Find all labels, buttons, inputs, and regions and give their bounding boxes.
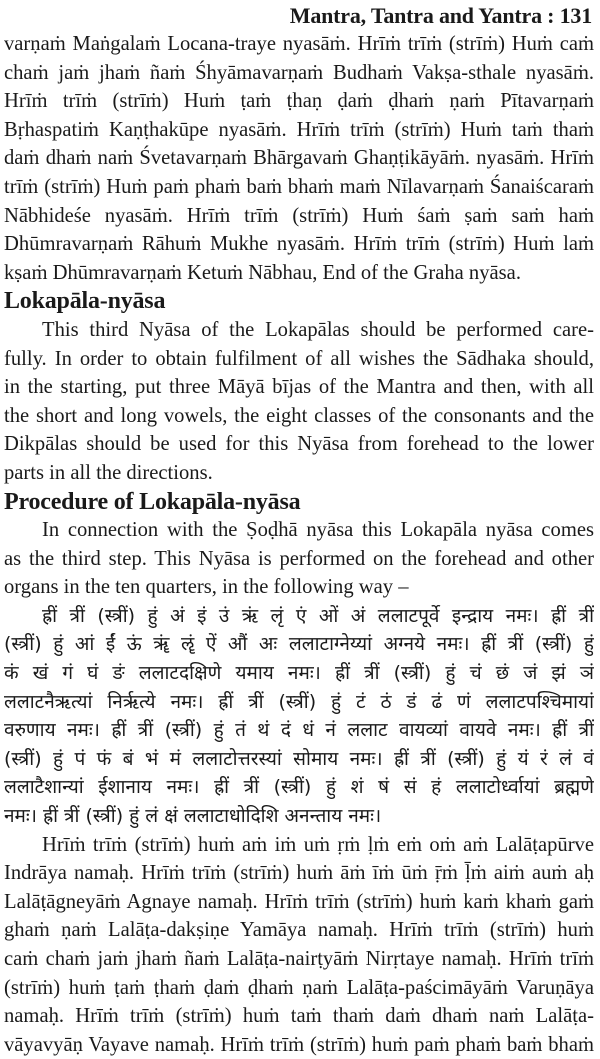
text-line: (strīṁ) huṁ ṭaṁ ṭhaṁ ḍaṁ ḍhaṁ ṇaṁ Lalāṭa-paścimāyāṁ Varuṇāya	[4, 976, 594, 999]
text-line: fully. In order to obtain fulfilment of all wishes the Sādhaka should,	[4, 347, 594, 370]
devanagari-line: ह्रीं त्रीं (स्त्रीं) हुं अं इं उं ऋं लृं एं ओं अं ललाटपूर्वे इन्द्राय नमः। ह्रीं त्रीं	[42, 604, 594, 627]
running-head: Mantra, Tantra and Yantra : 131	[289, 3, 592, 28]
text-line: the short and long vowels, the eight classes of the consonants and the	[4, 404, 594, 427]
devanagari-line: कं खं गं घं ङं ललाटदक्षिणे यमाय नमः। ह्रीं त्रीं (स्त्रीं) हुं चं छं जं झं ञं	[4, 662, 594, 685]
transliteration-block	[4, 831, 594, 1059]
devanagari-line: ललाटैशान्यां ईशानाय नमः। ह्रीं त्रीं (स्त्रीं) हुं शं षं सं हं ललाटोर्ध्वायां ब्रह्मणे	[4, 776, 594, 799]
text-line: in the starting, put three Māyā bījas of the Mantra and then, with all	[4, 376, 594, 399]
text-line: Dikpālas should be used for this Nyāsa from forehead to the lower	[4, 433, 594, 456]
section-heading-lokapala-nyasa: Lokapāla-nyāsa	[4, 288, 166, 315]
text-line: Lalāṭāgneyāṁ Agnaye namaḥ. Hrīṁ trīṁ (strīṁ) huṁ kaṁ khaṁ gaṁ	[4, 890, 594, 913]
section-heading-procedure: Procedure of Lokapāla-nyāsa	[4, 488, 301, 515]
text-line: organs in the ten quarters, in the following way –	[4, 576, 409, 599]
devanagari-line: (स्त्रीं) हुं आं ईं ऊं ॠं ॡं ऐं औं अः ललाटाग्नेय्यां अग्नये नमः। ह्रीं त्रीं (स्त्रीं) हुं	[4, 633, 594, 656]
text-line: Nābhideśe nyasāṁ. Hrīṁ trīṁ (strīṁ) Huṁ śaṁ ṣaṁ saṁ haṁ	[4, 204, 594, 227]
devanagari-line: ललाटनैऋत्यां निर्ऋत्ये नमः। ह्रीं त्रीं (स्त्रीं) हुं टं ठं डं ढं णं ललाटपश्चिमायां	[4, 690, 594, 713]
text-line: caṁ chaṁ jaṁ jhaṁ ñaṁ Lalāṭa-nairṭyāṁ Nirṛtaye namaḥ. Hrīṁ trīṁ	[4, 948, 594, 970]
text-line: Bṛhaspatiṁ Kaṇṭhakūpe nyasāṁ. Hrīṁ trīṁ (strīṁ) Huṁ taṁ thaṁ	[4, 118, 594, 141]
text-line: daṁ dhaṁ naṁ Śvetavarṇaṁ Bhārgavaṁ Ghaṇṭikāyāṁ. nyasāṁ. Hrīṁ	[4, 147, 594, 170]
text-line: Indrāya namaḥ. Hrīṁ trīṁ (strīṁ) huṁ āṁ īṁ ūṁ ṝṁ ḹṁ aiṁ auṁ aḥ	[4, 862, 594, 885]
text-line: Hrīṁ trīṁ (strīṁ) huṁ aṁ iṁ uṁ ṛṁ ḷṁ eṁ oṁ aṁ Lalāṭapūrve	[42, 833, 594, 856]
paragraph-procedure	[4, 516, 594, 602]
text-line: chaṁ jaṁ jhaṁ ñaṁ Śhyāmavarṇaṁ Budhaṁ Vakṣa-sthale nyasāṁ.	[4, 61, 594, 84]
paragraph-lokapala-intro	[4, 316, 594, 488]
devanagari-line: वरुणाय नमः। ह्रीं त्रीं (स्त्रीं) हुं तं थं दं धं नं ललाट वायव्यां वायवे नमः। ह्रीं त्रीं	[4, 719, 594, 742]
graha-nyasa-ending	[4, 30, 594, 287]
text-line: This third Nyāsa of the Lokapālas should be performed care-	[42, 318, 594, 341]
text-line: Hrīṁ trīṁ (strīṁ) Huṁ ṭaṁ ṭhaṇ ḍaṁ ḍhaṁ ṇaṁ Pītavarṇaṁ	[4, 90, 594, 113]
book-page	[4, 0, 594, 1059]
text-line: Dhūmravarṇaṁ Rāhuṁ Mukhe nyasāṁ. Hrīṁ trīṁ (strīṁ) Huṁ laṁ	[4, 233, 594, 256]
text-line: kṣaṁ Dhūmravarṇaṁ Ketuṁ Nābhau, End of the Graha nyāsa.	[4, 261, 521, 284]
text-line: vāyavyāṇ Vayave namaḥ. Hrīṁ trīṁ (strīṁ) huṁ paṁ phaṁ baṁ bhaṁ	[4, 1033, 594, 1056]
text-line: parts in all the directions.	[4, 461, 213, 484]
text-line: trīṁ (strīṁ) Huṁ paṁ phaṁ baṁ bhaṁ maṁ Nīlavarṇaṁ Śanaiścaraṁ	[4, 175, 594, 198]
devanagari-line: (स्त्रीं) हुं पं फं बं भं मं ललाटोत्तरस्यां सोमाय नमः। ह्रीं त्रीं (स्त्रीं) हुं यं रं लं वं	[4, 747, 594, 770]
text-line: In connection with the Ṣoḍhā nyāsa this Lokapāla nyāsa comes	[42, 519, 594, 542]
devanagari-mantra-block	[4, 602, 594, 831]
text-line: as the third step. This Nyāsa is performed on the forehead and other	[4, 547, 594, 570]
text-line: ghaṁ ṇaṁ Lalāṭa-dakṣiṇe Yamāya namaḥ. Hrīṁ trīṁ (strīṁ) huṁ	[4, 919, 594, 942]
text-line: namaḥ. Hrīṁ trīṁ (strīṁ) huṁ taṁ thaṁ daṁ dhaṁ naṁ Lalāṭa-	[4, 1005, 594, 1028]
devanagari-line: नमः। ह्रीं त्रीं (स्त्रीं) हुं लं क्षं ललाटाधोदिशि अनन्ताय नमः।	[4, 805, 382, 828]
text-line: varṇaṁ Maṅgalaṁ Locana-traye nyasāṁ. Hrīṁ trīṁ (strīṁ) Huṁ caṁ	[4, 33, 594, 55]
